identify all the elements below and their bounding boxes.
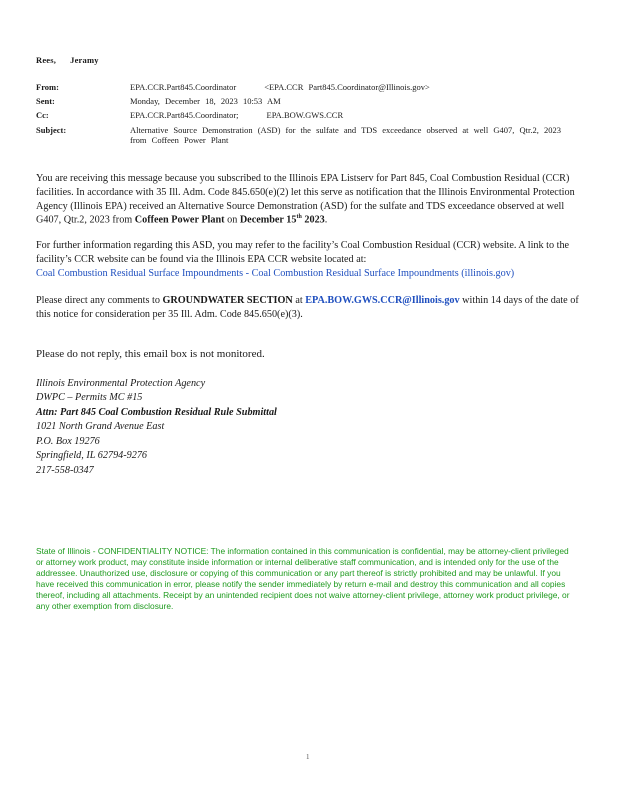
cc-row	[36, 110, 566, 120]
plant-name: Coffeen Power Plant	[134, 214, 225, 226]
cc-label: Cc:	[36, 110, 49, 121]
from-label: From:	[36, 82, 59, 92]
sent-value: Monday, December 18, 2023 10:53 AM	[130, 96, 281, 107]
sig-agency: Illinois Environmental Protection Agency	[36, 378, 206, 389]
email-header	[36, 82, 566, 149]
body-paragraph-1	[36, 172, 586, 227]
groundwater-section: GROUNDWATER SECTION	[162, 295, 293, 306]
p1-on: on	[224, 214, 240, 226]
subject-label: Subject:	[36, 124, 67, 135]
body-paragraph-3	[36, 294, 586, 322]
p3-text-end: within 14 days of the date of this notice for consideration per 35 Ill. Adm. Code 845.650(e)(3).	[36, 295, 579, 320]
from-email[interactable]: <EPA.CCR Part845.Coordinator@Illinois.gov>	[264, 82, 430, 92]
subject-row	[36, 125, 566, 145]
signature-block	[36, 377, 277, 478]
p3-text: Please direct any comments to	[36, 295, 163, 306]
sender-last-name: Rees,	[36, 55, 57, 65]
sig-city: Springfield, IL 62794-9276	[36, 450, 148, 462]
sent-label: Sent:	[36, 96, 55, 107]
date-suffix: th	[296, 214, 302, 221]
notice-year: 2023	[301, 214, 325, 226]
p1-end: .	[324, 214, 328, 226]
body-paragraph-2	[36, 239, 586, 280]
p2-text: For further information regarding this ASD, you may refer to the facility’s Coal Combustion Residual (CCR) website. A link to the facility’s CCR website can be found via the Illinois EPA CCR website located at:	[36, 240, 570, 265]
groundwater-email-link[interactable]: EPA.BOW.GWS.CCR@Illinois.gov	[305, 295, 460, 306]
sig-po-box: P.O. Box 19276	[36, 435, 100, 447]
subject-value: Alternative Source Demonstration (ASD) for the sulfate and TDS exceedance observed at well G407, Qtr.2, 2023 from Coffeen Power Plant	[130, 124, 562, 145]
from-row	[36, 82, 566, 92]
p1-text: You are receiving this message because you subscribed to the Illinois EPA Listserv for Part 845, Coal Combustion Residual (CCR) facilities. In accordance with 35 Ill. Adm. Code 845.650(e)(2) let this serve as notification that the Illinois Environmental Protection Agency (Illinois EPA) received an Alternative Source Demonstration (ASD) for the sulfate and TDS exceedance observed at well G407, Qtr.2, 2023 from	[36, 173, 575, 226]
sig-attn: Attn: Part 845 Coal Combustion Residual Rule Submittal	[36, 406, 277, 418]
cc-value-2[interactable]: EPA.BOW.GWS.CCR	[266, 110, 344, 121]
sender-first-name: Jeramy	[70, 55, 99, 65]
ccr-website-link[interactable]: Coal Combustion Residual Surface Impoundments - Coal Combustion Residual Surface Impoundments (illinois.gov)	[36, 267, 515, 279]
p3-at: at	[292, 295, 306, 306]
confidentiality-notice: State of Illinois - CONFIDENTIALITY NOTICE: The information contained in this communication is confidential, may be attorney-client privileged or attorney work product, may constitute inside information or internal deliberative staff communication, and is intended only for the use of the addressee. Unauthorized use, disclosure or copying of this communication or any part thereof is strictly prohibited and may be unlawful. If you have received this communication in error, please notify the sender immediately by return e-mail and destroy this communication and all copies thereof, including all attachments. Receipt by an unintended recipient does not waive attorney-client privilege, attorney work product privilege, or any other exemption from disclosure.	[36, 546, 570, 612]
sig-street: 1021 North Grand Avenue East	[36, 421, 165, 433]
sent-row	[36, 96, 566, 106]
from-name: EPA.CCR.Part845.Coordinator	[130, 82, 237, 92]
do-not-reply-notice: Please do not reply, this email box is not monitored.	[36, 348, 265, 360]
sig-division: DWPC – Permits MC #15	[36, 392, 143, 404]
cc-value-1[interactable]: EPA.CCR.Part845.Coordinator;	[130, 110, 239, 121]
sig-phone: 217-558-0347	[36, 464, 94, 476]
notice-date: December 15	[239, 214, 297, 226]
sender-name	[36, 55, 99, 65]
page-number: 1	[306, 753, 310, 761]
